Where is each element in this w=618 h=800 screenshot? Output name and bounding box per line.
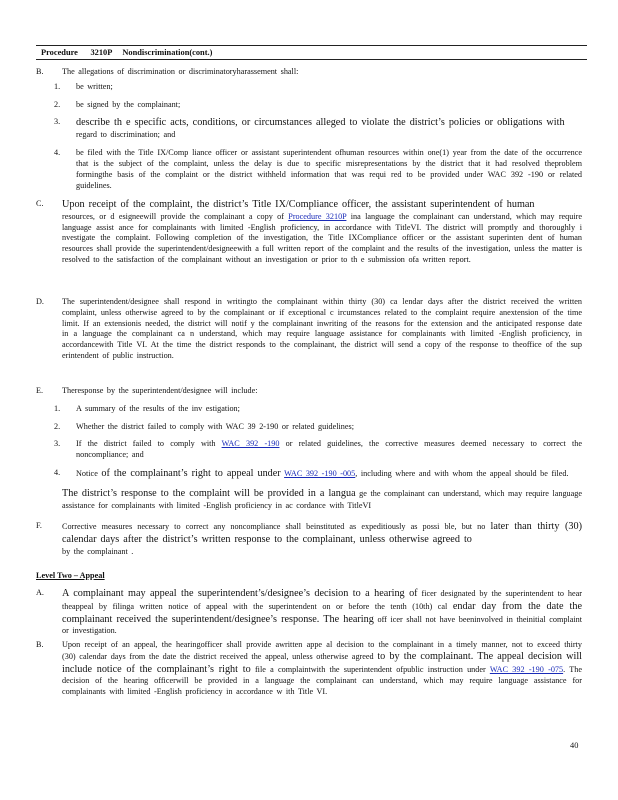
procedure-title: Nondiscrimination(cont.) [122,48,213,57]
section-c-text: Upon receipt of the complaint, the district’s Title IX/Compliance officer, the assistant superintendent of human resources, or d esigneewill provide the complainant a copy of Procedure 3210P ina language the complainant can understand, which may require language assist ance for complainants with limited -English proficiency, in accordance with TitleVI. The district will promptly and thoroughly i nvestigate the complaint. Following completion of the investigation, the Title IXCompliance officer or the assistant superinten dent of human resources shall provide the superintendent/designeewith a full written report of the complaint and the results of the investigation, unless the matter is resolved to the satisfaction of the complainant without an investigation or prior to th e submission ofa written report. [62,199,582,265]
section-b-intro: The allegations of discrimination or discriminatoryharassement shall: [62,67,299,76]
page-number: 40 [570,741,579,750]
section-f [36,521,582,557]
section-d-text: The superintendent/designee shall respond in writingto the complainant within thirty (30) ca lendar days after the district received the written complaint, unless otherwise agreed to by the complainant or if exceptional c ircumstances related to the complaint require anextension of the time limit. If an extensionis needed, the district will notif y the complainant inwriting of the reasons for the extension and the anticipated response date in a language the complainant ca n understand, which may require language assistance for complainants with limited -English proficiency, in accordancewith Title VI. At the time the district responds to the complainant, the district will send a copy of the response to theoffice of the sup erintendent of public instruction. [62,297,582,361]
list-item: Notice of the complainant’s right to appeal under WAC 392 -190 -005, including where and with whom the appeal should be filed. [76,468,569,480]
list-item: be written; [76,81,113,91]
level-two-title: Level Two – Appeal [36,571,105,580]
section-d [36,297,582,362]
wac-link[interactable]: WAC 392 -190 [221,439,280,449]
section-marker: C. [36,199,44,208]
list-item: A summary of the results of the inv estigation; [76,403,240,413]
section-e-closing: The district’s response to the complaint will be provided in a langua ge the complainant can understand, which may require language assistance for complainants with limited -English proficiency in ac cordance with TitleVI [62,487,583,510]
section-e [36,386,582,511]
section-marker: F. [36,521,42,530]
section-b [36,67,582,191]
section-c [36,199,582,266]
procedure-label: Procedure [41,48,78,57]
procedure-number: 3210P [90,48,112,57]
level-two-heading [36,571,582,582]
wac-link[interactable]: WAC 392 -190 -005 [284,469,356,479]
list-item: If the district failed to comply with WAC 392 -190 or related guidelines, the corrective measures deemed necessary to correct the noncompliance; and [76,439,583,460]
list-item: describe th e specific acts, conditions, or circumstances alleged to violate the district’s policies or obligations with regard to discrimination; and [76,117,565,140]
item-number: 3. [54,117,61,127]
level-two-section-b [36,640,582,698]
section-marker: D. [36,297,44,306]
item-number: 2. [54,421,61,431]
section-marker: B. [36,67,44,76]
section-marker: B. [36,640,44,649]
list-item: Whether the district failed to comply with WAC 39 2-190 or related guidelines; [76,421,354,431]
item-number: 2. [54,99,61,109]
level-two-a-text: A complainant may appeal the superintendent’s/designee’s decision to a hearing of ficer designated by the superintendent to hear theappeal by filinga written notice of appeal with the superintendent on or before the tenth (10th) cal endar day from the date the complainant received the superintendent/designee’s response. The hearing off icer shall not have beeninvolved in theinitial complaint or investigation. [62,588,583,636]
section-marker: A. [36,588,44,597]
section-f-text: Corrective measures necessary to correct any noncompliance shall beinstituted as expeditiously as possi ble, but no later than thirty (30) calendar days after the district’s written response to the complainant, unless otherwise agreed to by the complainant . [62,521,582,556]
item-number: 1. [54,81,61,91]
procedure-link[interactable]: Procedure 3210P [288,211,347,221]
section-e-intro: Theresponse by the superintendent/designee will include: [62,386,258,395]
item-number: 3. [54,439,61,449]
item-number: 4. [54,468,61,478]
wac-link[interactable]: WAC 392 -190 -075 [489,664,564,674]
procedure-header [36,45,587,60]
level-two-section-a [36,588,582,637]
item-number: 1. [54,403,61,413]
item-number: 4. [54,148,61,158]
level-two-b-text: Upon receipt of an appeal, the hearingofficer shall provide awritten appe al decision to the complainant in a timely manner, not to exceed thirty (30) calendar days from the date the district received the appeal, unless otherwise agreed to by the complainant. The appeal decision will include notice of the complainant’s right to file a complaintwith the superintendent ofpublic instruction under WAC 392 -190 -075. The decision of the hearing officerwill be provided in a language the complainant can understand, which may require language assistance for complainants with limited -English proficiency in accordance w ith Title VI. [62,640,582,697]
list-item: be signed by the complainant; [76,99,181,109]
list-item: be filed with the Title IX/Comp liance officer or assistant superintendent ofhuman resources within one(1) year from the date of the occurrence that is the subject of the complaint, unless the delay is due to specific misrepresentations by the district that it had resolved theproblem formingthe basis of the complaint or the district withheld information that was requi red to be provided under WAC 392 -190 or related guidelines. [76,148,582,190]
section-marker: E. [36,386,44,395]
